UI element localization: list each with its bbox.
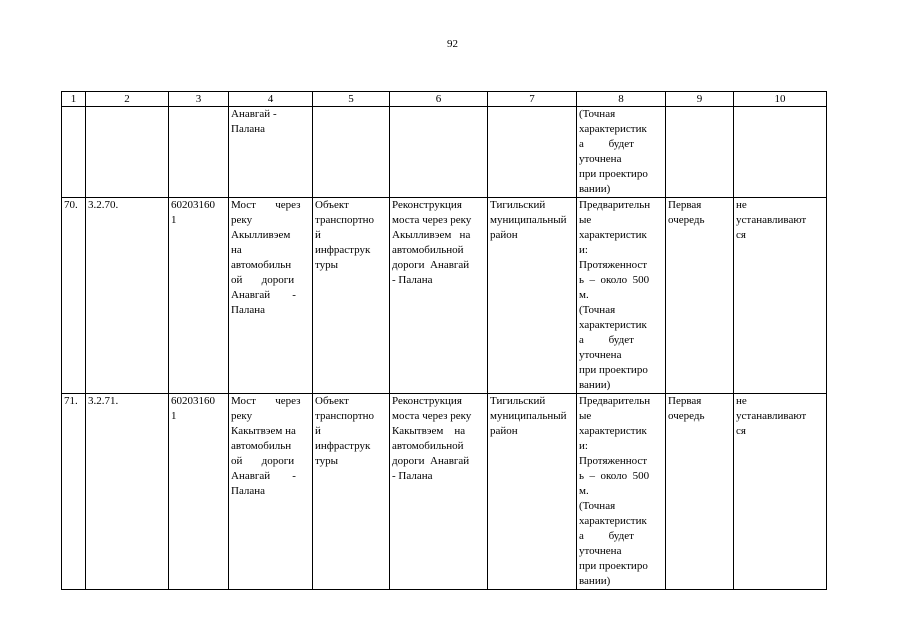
cell-zones: не устанавливают ся xyxy=(734,394,827,590)
cell-characteristics: Предварительн ые характеристик и: Протяженност ь – около 500 м. (Точная характеристик а будет уточнена при проектиро вании) xyxy=(577,198,666,394)
page-number: 92 xyxy=(447,38,458,50)
table-row xyxy=(62,198,827,394)
cell-district: Тигильский муниципальный район xyxy=(488,198,577,394)
header-cell: 8 xyxy=(577,92,666,107)
header-cell: 7 xyxy=(488,92,577,107)
cell-name: Мост через реку Какытвэем на автомобильн ой дороги Анавгай - Палана xyxy=(229,394,313,590)
cell-reg: 60203160 1 xyxy=(169,198,229,394)
cell-district: Тигильский муниципальный район xyxy=(488,394,577,590)
cell-name: Мост через реку Акылливэем на автомобильн ой дороги Анавгай - Палана xyxy=(229,198,313,394)
header-cell: 6 xyxy=(390,92,488,107)
header-cell: 2 xyxy=(86,92,169,107)
header-cell: 5 xyxy=(313,92,390,107)
header-cell: 3 xyxy=(169,92,229,107)
header-cell: 1 xyxy=(62,92,86,107)
cell-type: Объект транспортно й инфраструк туры xyxy=(313,394,390,590)
cell-priority: Первая очередь xyxy=(666,394,734,590)
table-row xyxy=(62,394,827,590)
cell-action: Реконструкция моста через реку Акылливэем на автомобильной дороги Анавгай - Палана xyxy=(390,198,488,394)
cell-name: Анавгай - Палана xyxy=(229,107,313,198)
cell-reg: 60203160 1 xyxy=(169,394,229,590)
data-table xyxy=(61,91,827,590)
cell-num: 70. xyxy=(62,198,86,394)
continuation-row xyxy=(62,107,827,198)
header-row xyxy=(62,92,827,107)
cell-priority: Первая очередь xyxy=(666,198,734,394)
cell-zones: не устанавливают ся xyxy=(734,198,827,394)
cell-code: 3.2.71. xyxy=(86,394,169,590)
cell-characteristics: Предварительн ые характеристик и: Протяженност ь – около 500 м. (Точная характеристик а будет уточнена при проектиро вании) xyxy=(577,394,666,590)
cell-code: 3.2.70. xyxy=(86,198,169,394)
header-cell: 9 xyxy=(666,92,734,107)
cell-num: 71. xyxy=(62,394,86,590)
cell-action: Реконструкция моста через реку Какытвэем на автомобильной дороги Анавгай - Палана xyxy=(390,394,488,590)
header-cell: 10 xyxy=(734,92,827,107)
cell-characteristics: (Точная характеристик а будет уточнена при проектиро вании) xyxy=(577,107,666,198)
cell-type: Объект транспортно й инфраструк туры xyxy=(313,198,390,394)
header-cell: 4 xyxy=(229,92,313,107)
